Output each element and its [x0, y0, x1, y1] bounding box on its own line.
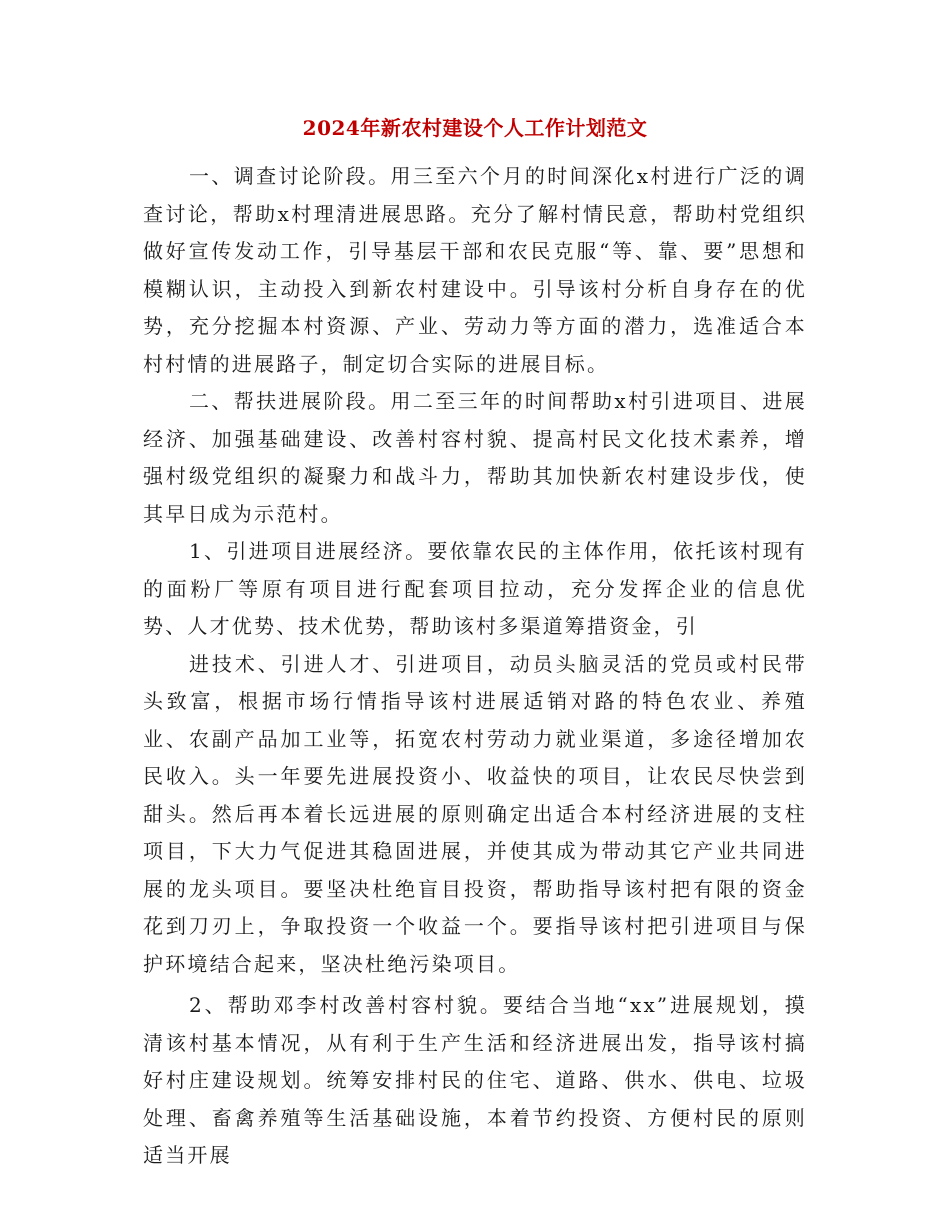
- paragraph-item-one-continued: 进技术、引进人才、引进项目，动员头脑灵活的党员或村民带头致富，根据市场行情指导该村进展适销对路的特色农业、养殖业、农副产品加工业等，拓宽农村劳动力就业渠道，多途径增加农民收入。头一年要先进展投资小、收益快的项目，让农民尽快尝到甜头。然后再本着长远进展的原则确定出适合本村经济进展的支柱项目，下大力气促进其稳固进展，并使其成为带动其它产业共同进展的龙头项目。要坚决杜绝盲目投资，帮助指导该村把有限的资金花到刀刃上，争取投资一个收益一个。要指导该村把引进项目与保护环境结合起来，坚决杜绝污染项目。: [143, 651, 807, 976]
- paragraph-stage-two: 二、帮扶进展阶段。用二至三年的时间帮助x村引进项目、进展经济、加强基础建设、改善村容村貌、提高村民文化技术素养，增强村级党组织的凝聚力和战斗力，帮助其加快新农村建设步伐，使其早日成为示范村。: [143, 389, 807, 526]
- paragraph-stage-one: 一、调查讨论阶段。用三至六个月的时间深化x村进行广泛的调查讨论，帮助x村理清进展思路。充分了解村情民意，帮助村党组织做好宣传发动工作，引导基层干部和农民克服“等、靠、要”思想和模糊认识，主动投入到新农村建设中。引导该村分析自身存在的优势，充分挖掘本村资源、产业、劳动力等方面的潜力，选准适合本村村情的进展路子，制定切合实际的进展目标。: [143, 164, 807, 376]
- document-title: 2024年新农村建设个人工作计划范文: [302, 116, 648, 140]
- paragraph-item-one: 1、引进项目进展经济。要依靠农民的主体作用，依托该村现有的面粉厂等原有项目进行配套项目拉动，充分发挥企业的信息优势、人才优势、技术优势，帮助该村多渠道筹措资金，引: [143, 539, 807, 638]
- paragraph-item-two: 2、帮助邓李村改善村容村貌。要结合当地“xx”进展规划，摸清该村基本情况，从有利于生产生活和经济进展出发，指导该村搞好村庄建设规划。统筹安排村民的住宅、道路、供水、供电、垃圾处理、畜禽养殖等生活基础设施，本着节约投资、方便村民的原则适当开展: [143, 993, 807, 1167]
- document-body: [143, 158, 807, 1175]
